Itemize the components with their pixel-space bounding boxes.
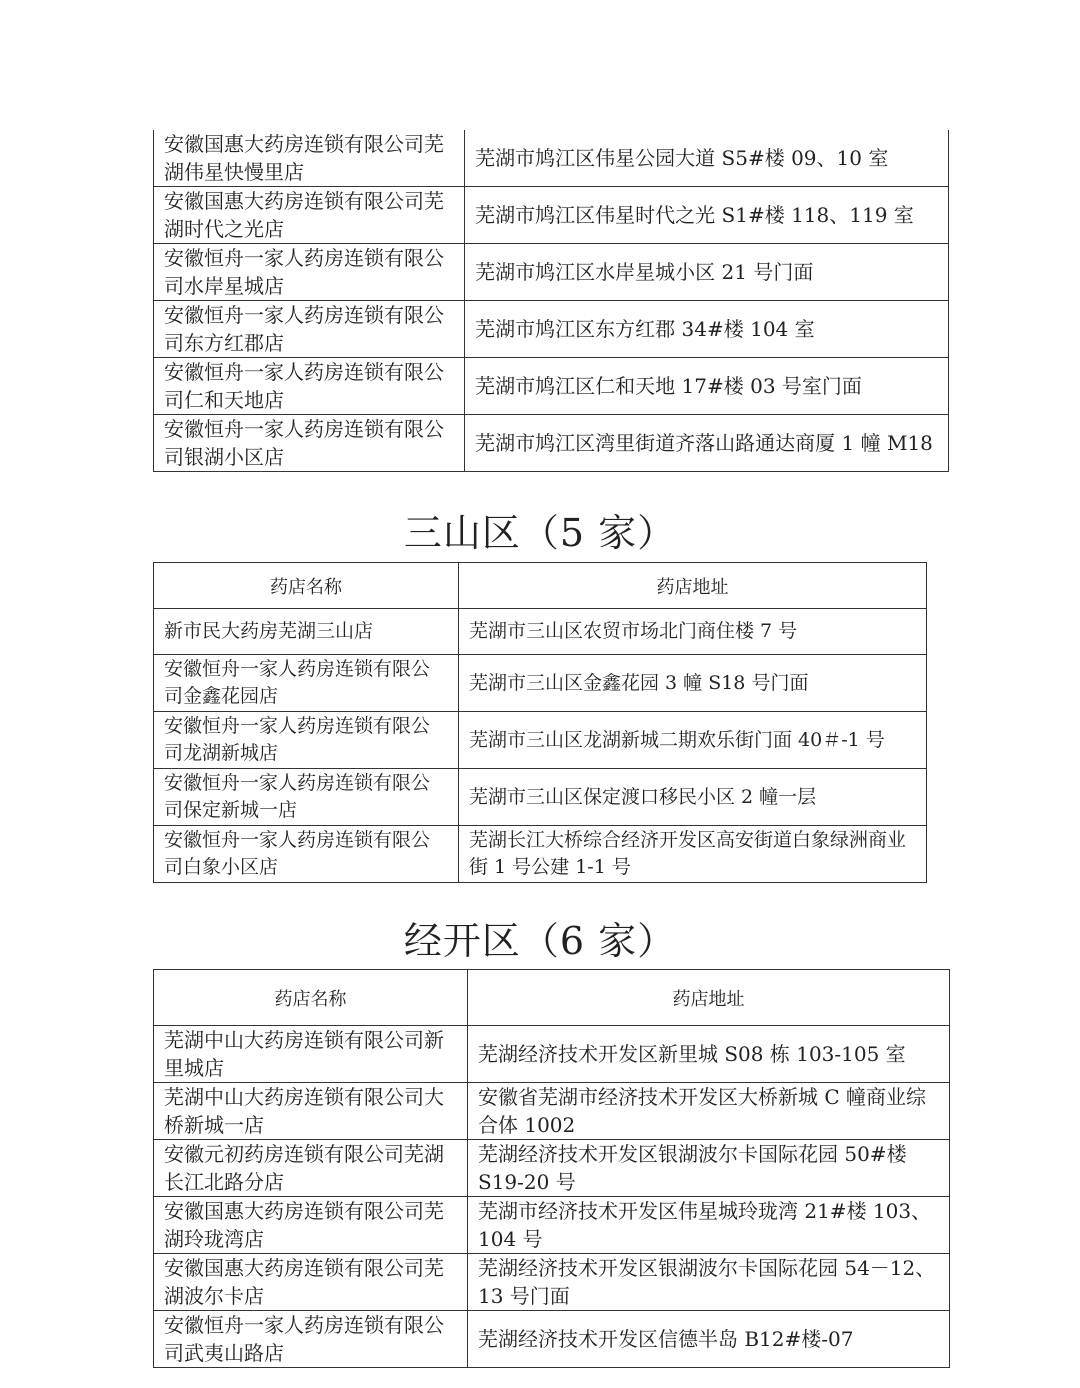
pharmacy-name: 新市民大药房芜湖三山店 [154, 609, 459, 655]
table-row [154, 415, 949, 472]
pharmacy-address: 芜湖市鸠江区东方红郡 34#楼 104 室 [465, 301, 949, 358]
pharmacy-address: 芜湖市经济技术开发区伟星城玲珑湾 21#楼 103、104 号 [468, 1197, 950, 1254]
pharmacy-address: 芜湖市三山区保定渡口移民小区 2 幢一层 [459, 769, 927, 826]
pharmacy-name: 安徽恒舟一家人药房连锁有限公司东方红郡店 [154, 301, 465, 358]
table-row [154, 609, 927, 655]
table-header-row [154, 563, 927, 609]
pharmacy-name: 安徽恒舟一家人药房连锁有限公司银湖小区店 [154, 415, 465, 472]
pharmacy-address: 芜湖经济技术开发区新里城 S08 栋 103-105 室 [468, 1026, 950, 1083]
table-row [154, 1026, 950, 1083]
table-row [154, 130, 949, 187]
table-row [154, 826, 927, 883]
table-row [154, 1311, 950, 1368]
pharmacy-name: 芜湖中山大药房连锁有限公司大桥新城一店 [154, 1083, 468, 1140]
pharmacy-address: 芜湖市鸠江区伟星公园大道 S5#楼 09、10 室 [465, 130, 949, 187]
table-row [154, 1254, 950, 1311]
table-row [154, 358, 949, 415]
pharmacy-address: 芜湖市鸠江区湾里街道齐落山路通达商厦 1 幢 M18 [465, 415, 949, 472]
pharmacy-address: 芜湖市鸠江区仁和天地 17#楼 03 号室门面 [465, 358, 949, 415]
pharmacy-name: 安徽恒舟一家人药房连锁有限公司龙湖新城店 [154, 712, 459, 769]
pharmacy-name: 安徽恒舟一家人药房连锁有限公司白象小区店 [154, 826, 459, 883]
pharmacy-address: 安徽省芜湖市经济技术开发区大桥新城 C 幢商业综合体 1002 [468, 1083, 950, 1140]
pharmacy-name: 安徽恒舟一家人药房连锁有限公司水岸星城店 [154, 244, 465, 301]
pharmacy-name: 安徽恒舟一家人药房连锁有限公司武夷山路店 [154, 1311, 468, 1368]
pharmacy-address: 芜湖经济技术开发区信德半岛 B12#楼-07 [468, 1311, 950, 1368]
pharmacy-name: 安徽国惠大药房连锁有限公司芜湖伟星快慢里店 [154, 130, 465, 187]
table-row [154, 1197, 950, 1254]
pharmacy-address: 芜湖市三山区农贸市场北门商住楼 7 号 [459, 609, 927, 655]
pharmacy-name: 安徽恒舟一家人药房连锁有限公司金鑫花园店 [154, 655, 459, 712]
pharmacy-name: 芜湖中山大药房连锁有限公司新里城店 [154, 1026, 468, 1083]
column-header-address: 药店地址 [459, 563, 927, 609]
table-row [154, 1140, 950, 1197]
section-title-sanshan: 三山区（5 家） [403, 511, 677, 555]
table-row [154, 1083, 950, 1140]
pharmacy-address: 芜湖市鸠江区伟星时代之光 S1#楼 118、119 室 [465, 187, 949, 244]
pharmacy-name: 安徽元初药房连锁有限公司芜湖长江北路分店 [154, 1140, 468, 1197]
pharmacy-name: 安徽国惠大药房连锁有限公司芜湖时代之光店 [154, 187, 465, 244]
table-row [154, 769, 927, 826]
pharmacy-address: 芜湖市三山区金鑫花园 3 幢 S18 号门面 [459, 655, 927, 712]
table-row [154, 244, 949, 301]
pharmacy-name: 安徽恒舟一家人药房连锁有限公司保定新城一店 [154, 769, 459, 826]
pharmacy-address: 芜湖市鸠江区水岸星城小区 21 号门面 [465, 244, 949, 301]
table-row [154, 712, 927, 769]
column-header-name: 药店名称 [154, 970, 468, 1026]
sanshan-pharmacy-table [153, 562, 927, 883]
table-row [154, 301, 949, 358]
pharmacy-name: 安徽国惠大药房连锁有限公司芜湖玲珑湾店 [154, 1197, 468, 1254]
pharmacy-address: 芜湖市三山区龙湖新城二期欢乐街门面 40＃-1 号 [459, 712, 927, 769]
pharmacy-address: 芜湖长江大桥综合经济开发区高安街道白象绿洲商业街 1 号公建 1-1 号 [459, 826, 927, 883]
jiujiang-pharmacy-table [153, 130, 949, 472]
table-row [154, 187, 949, 244]
column-header-address: 药店地址 [468, 970, 950, 1026]
pharmacy-name: 安徽国惠大药房连锁有限公司芜湖波尔卡店 [154, 1254, 468, 1311]
table-row [154, 655, 927, 712]
jingkai-pharmacy-table [153, 969, 950, 1368]
pharmacy-address: 芜湖经济技术开发区银湖波尔卡国际花园 50#楼 S19-20 号 [468, 1140, 950, 1197]
table-header-row [154, 970, 950, 1026]
column-header-name: 药店名称 [154, 563, 459, 609]
pharmacy-address: 芜湖经济技术开发区银湖波尔卡国际花园 54－12、13 号门面 [468, 1254, 950, 1311]
pharmacy-name: 安徽恒舟一家人药房连锁有限公司仁和天地店 [154, 358, 465, 415]
section-title-jingkai: 经开区（6 家） [403, 919, 677, 963]
